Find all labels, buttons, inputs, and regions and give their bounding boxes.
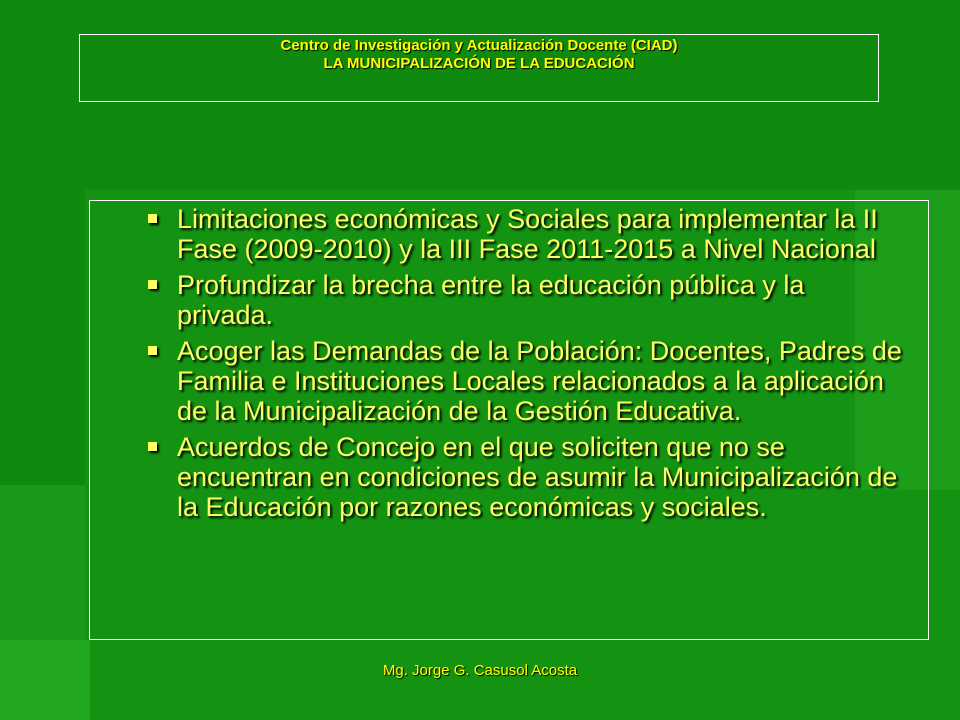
header-institution: Centro de Investigación y Actualización Docente (CIAD): [280, 37, 678, 54]
slide-header: [79, 34, 879, 102]
square-bullet-icon: [148, 280, 157, 289]
background-band: [0, 640, 90, 720]
list-item-text: Acoger las Demandas de la Población: Docentes, Padres de Familia e Instituciones Locales relacionados a la aplicación de la Municipalización de la Gestión Educativa.: [177, 336, 902, 426]
list-item-text: Profundizar la brecha entre la educación pública y la privada.: [177, 270, 805, 330]
bullet-list: [145, 204, 905, 528]
list-item-text: Acuerdos de Concejo en el que soliciten que no se encuentran en condiciones de asumir la Municipalización de la Educación por razones económicas y sociales.: [177, 432, 898, 522]
content-panel: [89, 200, 929, 640]
square-bullet-icon: [148, 214, 157, 223]
list-item-text: Limitaciones económicas y Sociales para implementar la II Fase (2009-2010) y la III Fase 2011-2015 a Nivel Nacional: [177, 204, 878, 264]
list-item: [145, 336, 905, 426]
list-item: [145, 270, 905, 330]
list-item: [145, 204, 905, 264]
square-bullet-icon: [148, 346, 157, 355]
list-item: [145, 432, 905, 522]
square-bullet-icon: [148, 442, 157, 451]
header-title: LA MUNICIPALIZACIÓN DE LA EDUCACIÓN: [323, 55, 635, 72]
footer-author: Mg. Jorge G. Casusol Acosta: [382, 662, 578, 679]
